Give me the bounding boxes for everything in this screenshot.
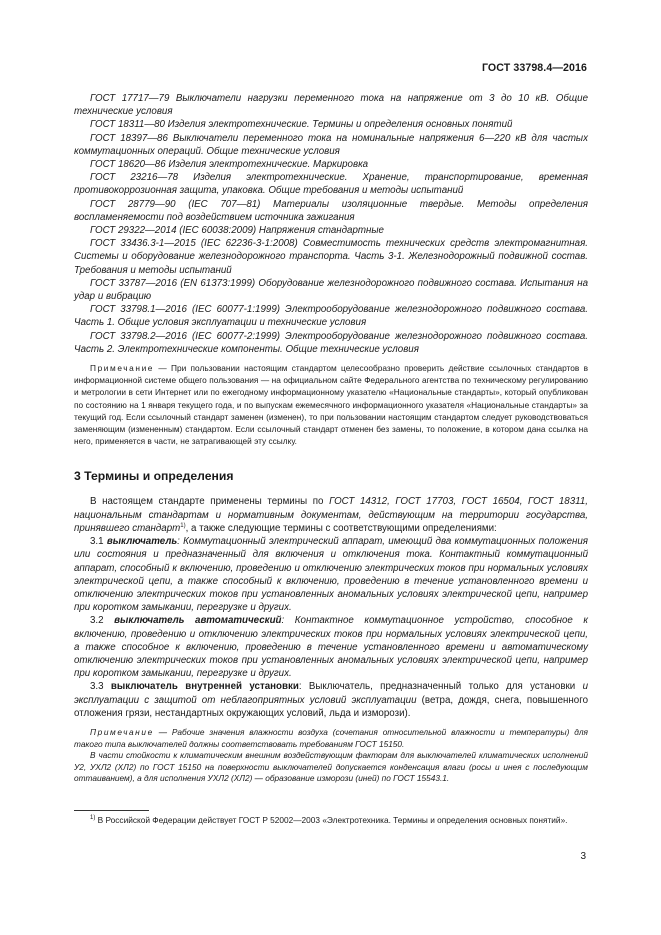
note-label: Примечание	[90, 363, 155, 374]
term-name: выключатель внутренней установки	[110, 681, 299, 693]
term-definition-end: (ветра, дождя, снега, повышенного отложения грязи, нестандартных окружающих условий, льда и изморози).	[74, 694, 588, 719]
reference-item: ГОСТ 33436.3-1—2015 (IEC 62236-3-1:2008) Совместимость технических средств электромагнитная. Системы и оборудование железнодорожного транспорта. Часть 3-1. Железнодорожный подвижной состав. Требования и методы испытаний	[74, 238, 588, 276]
term-name: выключатель	[106, 536, 178, 548]
reference-item: ГОСТ 33798.2—2016 (IEC 60077-2:1999) Электрооборудование железнодорожного подвижного состава. Часть 2. Электротехнические компоненты. Общие технические условия	[74, 330, 588, 355]
reference-item: ГОСТ 18397—86 Выключатели переменного тока на номинальные напряжения 6—220 кВ для частых коммутационных операций. Общие технические условия	[74, 132, 588, 157]
reference-item: ГОСТ 18311—80 Изделия электротехнические. Термины и определения основных понятий	[90, 119, 513, 131]
term-definition-italic: и эксплуатации с защитой от неблагоприятных условий эксплуатации	[74, 681, 589, 706]
term-note-continued: В части стойкости к климатическим внешним воздействующим факторам для выключателей климатических исполнений У2, УХЛ2 (ХЛ2) по ГОСТ 15150 на поверхности выключателей допускается конденсация влаги (росы и инея с последующим оттаиванием), а для исполнения УХЛ2 (ХЛ2) — образование изморози (иней) по ГОСТ 15543.1.	[74, 750, 588, 784]
term-definition: : Выключатель, предназначенный только для установки	[298, 681, 583, 693]
intro-text: В настоящем стандарте применены термины по	[90, 496, 330, 508]
reference-item: ГОСТ 33787—2016 (EN 61373:1999) Оборудование железнодорожного подвижного состава. Испытания на удар и вибрацию	[74, 277, 588, 303]
note-text: — При пользовании настоящим стандартом целесообразно проверить действие ссылочных стандартов в информационной системе общего пользования — на официальном сайте Федерального агентства по техническому регулированию и метрологии в сети Интернет или по ежегодному информационному указателю «Национальные стандарты», который опубликован по состоянию на 1 января текущего года, и по выпускам ежемесячного информационного указателя «Национальные стандарты» за текущий год. Если ссылочный стандарт заменен (изменен), то при пользовании настоящим стандартом следует руководствоваться заменяющим (измененным) стандартом. Если ссылочный стандарт отменен без замены, то положение, в котором дана ссылка на него, применяется в части, не затрагивающей эту ссылку.	[74, 363, 588, 447]
section-intro	[74, 495, 588, 535]
intro-refs: ГОСТ 14312, ГОСТ 17703, ГОСТ 16504, ГОСТ 18311, национальным стандартам и нормативным документам, действующим на территории государства, принявшего стандарт	[74, 496, 588, 534]
term-number: 3.1	[90, 536, 107, 548]
footnote-marker: 1)	[180, 522, 186, 529]
note-text: — Рабочие значения влажности воздуха (сочетания относительной влажности и температуры) для такого типа выключателей должны соответствовать требованиям ГОСТ 15150.	[74, 726, 588, 749]
footnote-text: В Российской Федерации действует ГОСТ Р 52002—2003 «Электротехника. Термины и определения основных понятий».	[95, 815, 568, 825]
standard-header: ГОСТ 33798.4—2016	[481, 62, 587, 74]
term-name: выключатель автоматический	[114, 615, 282, 627]
footnote-marker: 1)	[90, 815, 96, 821]
note-label: Примечание	[90, 726, 154, 737]
references-note	[74, 362, 588, 447]
term-definition: : Коммутационный электрический аппарат, имеющий два коммутационных положения или состояния и предназначенный для включения и отключения тока. Контактный коммутационный аппарат, способный к включению, проведению и отключению электрических токов при нормальных условиях электрической цепи, а также способный к включению, проведению в течение установленного времени и отключению электрических токов при установленных аномальных условиях электрической цепи, например при коротком замыкании, перегрузке и других.	[74, 536, 588, 614]
reference-item: ГОСТ 23216—78 Изделия электротехнические. Хранение, транспортирование, временная противокоррозионная защита, упаковка. Общие требования и методы испытаний	[74, 172, 588, 197]
term-number: 3.2	[90, 615, 115, 627]
term-3-1	[74, 535, 588, 614]
term-number: 3.3	[90, 681, 111, 693]
reference-item: ГОСТ 29322—2014 (IEC 60038:2009) Напряжения стандартные	[90, 225, 384, 237]
page-number: 3	[580, 851, 586, 862]
reference-item: ГОСТ 18620—86 Изделия электротехнические. Маркировка	[90, 159, 369, 171]
footnote	[74, 815, 588, 827]
term-note	[74, 727, 588, 750]
term-3-3	[74, 680, 588, 720]
intro-text-end: , а также следующие термины с соответствующими определениями:	[185, 522, 497, 534]
footnote-divider	[74, 810, 149, 811]
reference-item: ГОСТ 28779—90 (IEC 707—81) Материалы изоляционные твердые. Методы определения воспламеняемости под воздействием источника зажигания	[74, 198, 588, 223]
references-list	[74, 92, 588, 356]
reference-item: ГОСТ 33798.1—2016 (IEC 60077-1:1999) Электрооборудование железнодорожного подвижного состава. Часть 1. Общие условия эксплуатации и технические условия	[74, 304, 588, 329]
section-title: 3 Термины и определения	[74, 469, 234, 484]
term-definition: : Контактное коммутационное устройство, способное к включению, проведению и отключению электрических токов при нормальных условиях электрической цепи, а также способное к включению, проведению в течение установленного времени и автоматическому отключению электрических токов при установленных аномальных условиях электрической цепи, например при коротком замыкании, перегрузке и других.	[74, 615, 589, 680]
term-3-2	[74, 614, 588, 680]
reference-item: ГОСТ 17717—79 Выключатели нагрузки переменного тока на напряжение от 3 до 10 кВ. Общие технические условия	[74, 93, 588, 118]
page-body	[74, 92, 588, 785]
